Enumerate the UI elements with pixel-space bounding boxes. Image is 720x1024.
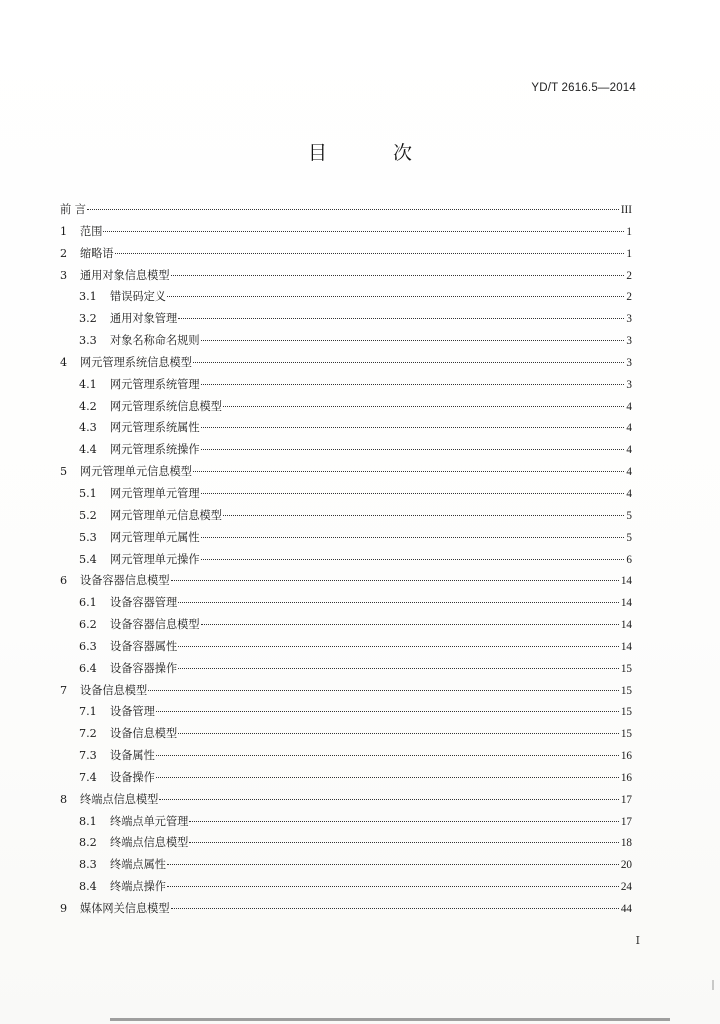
toc-entry-page: 3 <box>626 356 632 369</box>
toc-entry-number: 前 言 <box>60 203 86 216</box>
toc-entry-number: 1 <box>60 224 68 238</box>
toc-leader-dots <box>189 841 618 843</box>
toc-leader-dots <box>115 252 625 254</box>
toc-subentry <box>60 811 632 833</box>
toc-entry-page: 16 <box>620 771 632 784</box>
toc-entry-page: 4 <box>626 466 632 479</box>
toc-entry-page: 5 <box>626 531 632 544</box>
toc-leader-dots <box>178 732 619 734</box>
toc-leader-dots <box>167 295 624 297</box>
toc-entry-page: 5 <box>626 509 632 522</box>
toc-entry-label: 网元管理系统信息模型 <box>80 355 192 369</box>
toc-subentry <box>60 374 632 396</box>
toc-entry-number: 4 <box>60 355 68 369</box>
toc-entry-page: 3 <box>626 313 632 326</box>
toc-entry-label: 终端点操作 <box>110 880 166 894</box>
toc-entry-label: 网元管理单元操作 <box>110 552 200 566</box>
toc-subentry <box>60 832 632 854</box>
toc-entry-label: 网元管理单元属性 <box>110 530 200 544</box>
toc-subentry <box>60 876 632 898</box>
toc-entry-label: 终端点信息模型 <box>80 792 159 806</box>
toc-subentry <box>60 527 632 549</box>
toc-entry-number: 4.4 <box>79 443 97 457</box>
toc-entry-page: 4 <box>626 487 632 500</box>
toc-entry-label: 设备信息模型 <box>80 683 148 697</box>
toc-entry-number: 5.4 <box>79 552 97 566</box>
toc-entry-number: 6 <box>60 574 68 588</box>
scan-bottom-edge <box>110 1018 670 1021</box>
toc-entry-number: 7.2 <box>79 727 97 741</box>
toc-leader-dots <box>201 558 625 560</box>
toc-entry-number: 6.1 <box>79 596 97 610</box>
toc-entry-number: 8 <box>60 792 68 806</box>
toc-subentry <box>60 854 632 876</box>
toc-subentry <box>60 330 632 352</box>
toc-entry-label: 媒体网关信息模型 <box>80 902 170 915</box>
toc-entry <box>60 243 632 265</box>
toc-entry-number: 8.3 <box>79 858 97 872</box>
toc-entry-number: 7.1 <box>79 705 97 719</box>
toc-entry-page: 20 <box>620 859 632 872</box>
toc-entry-label: 设备容器操作 <box>110 661 178 675</box>
toc-entry <box>60 352 632 374</box>
scan-edge-mark <box>712 980 714 990</box>
toc-entry <box>60 570 632 592</box>
toc-entry-number: 8.4 <box>79 880 97 894</box>
toc-leader-dots <box>171 579 619 581</box>
toc-entry-label: 网元管理系统操作 <box>110 443 200 457</box>
toc-leader-dots <box>159 798 618 800</box>
toc-entry-label: 终端点信息模型 <box>110 836 189 850</box>
toc-entry-page: 14 <box>620 619 632 632</box>
toc-entry-label: 网元管理单元管理 <box>110 486 200 500</box>
toc-entry-label: 错误码定义 <box>110 290 166 304</box>
toc-entry-label: 设备容器信息模型 <box>80 574 170 588</box>
toc-entry <box>60 680 632 702</box>
toc-entry-label: 终端点单元管理 <box>110 814 189 828</box>
toc-entry-page: 6 <box>626 553 632 566</box>
toc-leader-dots <box>193 470 625 472</box>
toc-entry-label: 设备属性 <box>110 749 155 763</box>
toc-entry-label: 网元管理系统管理 <box>110 377 200 391</box>
toc-subentry <box>60 636 632 658</box>
toc-entry-page: III <box>620 204 632 216</box>
toc-leader-dots <box>201 623 619 625</box>
toc-subentry <box>60 505 632 527</box>
toc-entry-label: 范围 <box>80 224 103 238</box>
toc-leader-dots <box>201 426 625 428</box>
toc-leader-dots <box>156 754 619 756</box>
toc-leader-dots <box>201 448 625 450</box>
toc-leader-dots <box>178 667 619 669</box>
toc-entry-number: 7.4 <box>79 770 97 784</box>
toc-entry-number: 3.2 <box>79 312 97 326</box>
toc-leader-dots <box>171 907 619 909</box>
toc-subentry <box>60 701 632 723</box>
toc-entry-label: 设备容器信息模型 <box>110 618 200 632</box>
toc-entry-page: 3 <box>626 378 632 391</box>
toc-entry <box>60 221 632 243</box>
toc-entry-page: 15 <box>620 706 632 719</box>
toc-leader-dots <box>201 383 625 385</box>
toc-entry-page: 17 <box>620 793 632 806</box>
toc-entry-number: 7 <box>60 683 68 697</box>
toc-entry-page: 16 <box>620 750 632 763</box>
toc-subentry <box>60 417 632 439</box>
toc-leader-dots <box>201 536 625 538</box>
toc-entry-label: 设备容器管理 <box>110 596 178 610</box>
toc-entry-number: 4.2 <box>79 399 97 413</box>
toc-leader-dots <box>156 710 619 712</box>
toc-leader-dots <box>178 317 624 319</box>
toc-subentry <box>60 745 632 767</box>
table-of-contents <box>60 199 632 920</box>
toc-entry-label: 设备容器属性 <box>110 639 178 653</box>
toc-entry-label: 设备管理 <box>110 705 155 719</box>
toc-entry-number: 5.1 <box>79 486 97 500</box>
toc-subentry <box>60 614 632 636</box>
toc-subentry <box>60 439 632 461</box>
toc-entry-number: 3 <box>60 268 68 282</box>
toc-leader-dots <box>103 230 624 232</box>
toc-leader-dots <box>171 274 625 276</box>
toc-entry-number: 4.1 <box>79 377 97 391</box>
standard-code: YD/T 2616.5—2014 <box>531 82 636 94</box>
toc-subentry <box>60 767 632 789</box>
toc-entry-label: 设备信息模型 <box>110 727 178 741</box>
toc-entry <box>60 265 632 287</box>
toc-entry-number: 5.3 <box>79 530 97 544</box>
toc-entry-page: 15 <box>620 728 632 741</box>
toc-subentry <box>60 592 632 614</box>
toc-entry-number: 6.4 <box>79 661 97 675</box>
toc-subentry <box>60 658 632 680</box>
toc-subentry <box>60 723 632 745</box>
toc-entry-page: 14 <box>620 640 632 653</box>
toc-leader-dots <box>223 405 625 407</box>
toc-entry-page: 17 <box>620 815 632 828</box>
toc-entry-number: 2 <box>60 246 68 260</box>
toc-entry-page: 18 <box>620 837 632 850</box>
toc-entry-page: 4 <box>626 422 632 435</box>
toc-leader-dots <box>178 601 619 603</box>
toc-entry-page: 44 <box>620 903 632 915</box>
toc-leader-dots <box>87 208 619 210</box>
toc-entry-page: 24 <box>620 881 632 894</box>
toc-entry-label: 通用对象管理 <box>110 312 178 326</box>
toc-entry-label: 终端点属性 <box>110 858 166 872</box>
toc-leader-dots <box>201 339 625 341</box>
toc-leader-dots <box>193 361 625 363</box>
toc-subentry <box>60 549 632 571</box>
toc-entry <box>60 199 632 221</box>
toc-entry-page: 14 <box>620 575 632 588</box>
toc-entry <box>60 898 632 920</box>
toc-entry-label: 缩略语 <box>80 246 114 260</box>
toc-entry-page: 15 <box>620 684 632 697</box>
toc-leader-dots <box>156 776 619 778</box>
toc-entry-page: 3 <box>626 335 632 348</box>
toc-subentry <box>60 483 632 505</box>
toc-entry-number: 8.2 <box>79 836 97 850</box>
toc-leader-dots <box>167 885 619 887</box>
toc-entry-label: 通用对象信息模型 <box>80 268 170 282</box>
toc-entry-label: 网元管理单元信息模型 <box>110 508 222 522</box>
toc-entry-page: 2 <box>626 291 632 304</box>
toc-leader-dots <box>201 492 625 494</box>
toc-entry-page: 14 <box>620 597 632 610</box>
toc-entry <box>60 789 632 811</box>
toc-entry-page: 2 <box>626 269 632 282</box>
toc-entry-label: 网元管理系统信息模型 <box>110 399 222 413</box>
toc-entry-number: 5 <box>60 465 68 479</box>
toc-entry-number: 3.1 <box>79 290 97 304</box>
toc-leader-dots <box>189 820 618 822</box>
toc-leader-dots <box>148 689 619 691</box>
toc-entry-number: 6.2 <box>79 618 97 632</box>
toc-title: 目 次 <box>307 142 443 164</box>
toc-entry-number: 3.3 <box>79 334 97 348</box>
toc-entry-label: 网元管理单元信息模型 <box>80 465 192 479</box>
toc-leader-dots <box>167 863 619 865</box>
toc-entry-page: 1 <box>626 247 632 260</box>
page-number: I <box>635 934 640 947</box>
toc-subentry <box>60 396 632 418</box>
toc-entry-number: 7.3 <box>79 749 97 763</box>
toc-entry-number: 9 <box>60 902 68 915</box>
toc-entry-page: 1 <box>626 225 632 238</box>
toc-entry-page: 15 <box>620 662 632 675</box>
toc-entry-number: 4.3 <box>79 421 97 435</box>
toc-entry-page: 4 <box>626 400 632 413</box>
toc-entry-label: 设备操作 <box>110 770 155 784</box>
toc-subentry <box>60 286 632 308</box>
toc-entry-number: 8.1 <box>79 814 97 828</box>
toc-subentry <box>60 308 632 330</box>
toc-entry-label: 对象名称命名规则 <box>110 334 200 348</box>
toc-leader-dots <box>223 514 625 516</box>
toc-entry-number: 5.2 <box>79 508 97 522</box>
toc-entry-page: 4 <box>626 444 632 457</box>
toc-leader-dots <box>178 645 619 647</box>
toc-entry-number: 6.3 <box>79 639 97 653</box>
toc-entry <box>60 461 632 483</box>
toc-entry-label: 网元管理系统属性 <box>110 421 200 435</box>
